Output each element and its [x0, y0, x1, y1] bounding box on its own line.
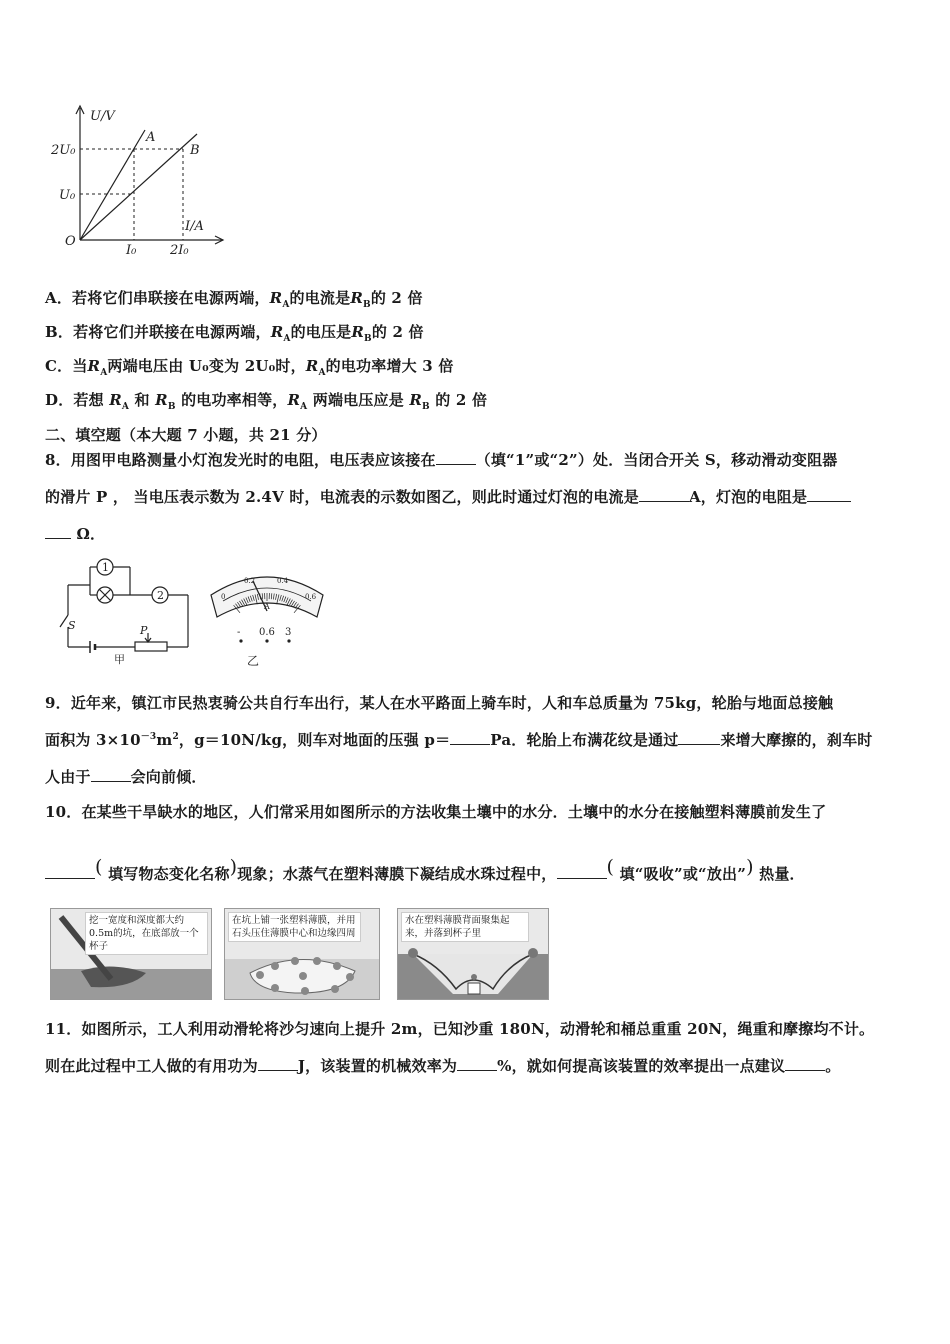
q11-line-2: 则在此过程中工人做的有用功为 J，该装置的机械效率为 %，就如何提高该装置的效率提出一点建议 。 [45, 1057, 841, 1075]
ammeter-caption: 乙 [247, 654, 260, 668]
q8-line-3: Ω． [45, 523, 105, 544]
switch-blade [60, 615, 68, 627]
q8-blank-2[interactable] [639, 487, 689, 502]
line-a-label: A [146, 130, 156, 145]
circuit-diagram [50, 555, 210, 667]
option-c: C．当$R_A$两端电压由 U₀变为 2U₀时，$R_A$的电功率增大 3 倍 [45, 357, 454, 378]
ammeter-tick-0.2: 0.2 [244, 577, 256, 585]
q9-line-3: 人由于 会向前倾． [45, 768, 207, 786]
q11-blank-2[interactable] [457, 1056, 497, 1071]
q9-blank-1[interactable] [450, 730, 490, 745]
x-axis-label: I/A [185, 219, 204, 234]
q8-line-1: 8．用图甲电路测量小灯泡发光时的电阻，电压表应该接在 （填“1”或“2”）处．当闭合开关 S，移动滑动变阻器 [45, 451, 838, 469]
q9-line-2: 面积为 $3\times 10^{-3}m^2$，g＝10N/kg，则车对地面的压强 p＝ Pa．轮胎上布满花纹是通过 来增大摩擦的，刹车时 [45, 731, 873, 749]
q8-line-2: 的滑片 P ， 当电压表示数为 2.4V 时，电流表的示数如图乙，则此时通过灯泡的电流是 A，灯泡的电阻是 [45, 486, 851, 507]
q9-line-1: 9．近年来，镇江市民热衷骑公共自行车出行，某人在水平路面上骑车时，人和车总质量为 75kg，轮胎与地面总接触 [45, 694, 834, 712]
x-tick-i0: I₀ [126, 243, 137, 258]
ammeter-tick-0: 0 [221, 593, 226, 601]
q10-panel-1-caption: 挖一宽度和深度都大约0.5m的坑，在底部放一个杯子 [85, 912, 208, 955]
q10-line-1: 10．在某些干旱缺水的地区，人们常采用如图所示的方法收集土壤中的水分．土壤中的水分在接触塑料薄膜前发生了 [45, 803, 827, 821]
y-tick-u0: U₀ [59, 188, 76, 203]
ammeter-unit: A [264, 602, 270, 611]
origin-label: O [65, 234, 76, 249]
q10-blank-2[interactable] [557, 864, 607, 879]
ammeter-diagram [205, 567, 330, 672]
meter-2-label: 2 [157, 589, 164, 602]
q10-blank-1[interactable] [45, 864, 95, 879]
q11-blank-3[interactable] [785, 1056, 825, 1071]
ammeter-tick-0.4: 0.4 [277, 577, 289, 585]
x-tick-2i0: 2I₀ [170, 243, 189, 258]
q10-panel-3 [397, 908, 549, 1000]
ammeter-tick-0.6: 0.6 [305, 593, 317, 601]
q10-line-2: ( 填写物态变化名称)现象；水蒸气在塑料薄膜下凝结成水珠过程中， ( 填“吸收”或“放出”) 热量． [45, 862, 805, 884]
option-a: A．若将它们串联接在电源两端，$R_A$的电流是$R_B$的 2 倍 [45, 289, 423, 310]
q10-panel-1 [50, 908, 212, 1000]
meter-1-label: 1 [102, 561, 109, 574]
q10-panel-2 [224, 908, 380, 1000]
q9-blank-3[interactable] [91, 767, 131, 782]
q8-blank-3-cont[interactable] [45, 524, 71, 539]
option-d: D．若想 $R_A$ 和 $R_B$ 的电功率相等，$R_A$ 两端电压应是 $R_B$ 的 2 倍 [45, 391, 488, 412]
q10-panel-2-caption: 在坑上铺一张塑料薄膜，并用石头压住薄膜中心和边缘四周 [228, 912, 361, 942]
terminal-negative: - [237, 627, 241, 638]
option-b: B．若将它们并联接在电源两端，$R_A$的电压是$R_B$的 2 倍 [45, 323, 424, 344]
line-a [80, 130, 145, 240]
line-b [80, 134, 197, 240]
y-tick-2u0: 2U₀ [51, 143, 76, 158]
slider-label: P [140, 624, 148, 637]
rheostat [135, 642, 167, 651]
terminal-3: 3 [285, 627, 292, 638]
switch-label: S [68, 619, 76, 632]
line-b-label: B [190, 143, 200, 158]
circuit-caption: 甲 [114, 653, 125, 666]
q11-line-1: 11．如图所示，工人利用动滑轮将沙匀速向上提升 2m，已知沙重 180N，动滑轮和桶总重重 20N，绳重和摩擦均不计。 [45, 1020, 875, 1038]
q8-blank-3[interactable] [807, 487, 851, 502]
terminal-0.6: 0.6 [259, 627, 275, 638]
q10-panel-3-caption: 水在塑料薄膜背面聚集起来，并落到杯子里 [401, 912, 529, 942]
section-title: 二、填空题（本大题 7 小题，共 21 分） [45, 426, 327, 444]
y-axis-label: U/V [90, 109, 115, 124]
u-i-graph [45, 100, 235, 260]
q8-blank-1[interactable] [436, 450, 476, 465]
q9-blank-2[interactable] [678, 730, 720, 745]
q11-blank-1[interactable] [258, 1056, 298, 1071]
